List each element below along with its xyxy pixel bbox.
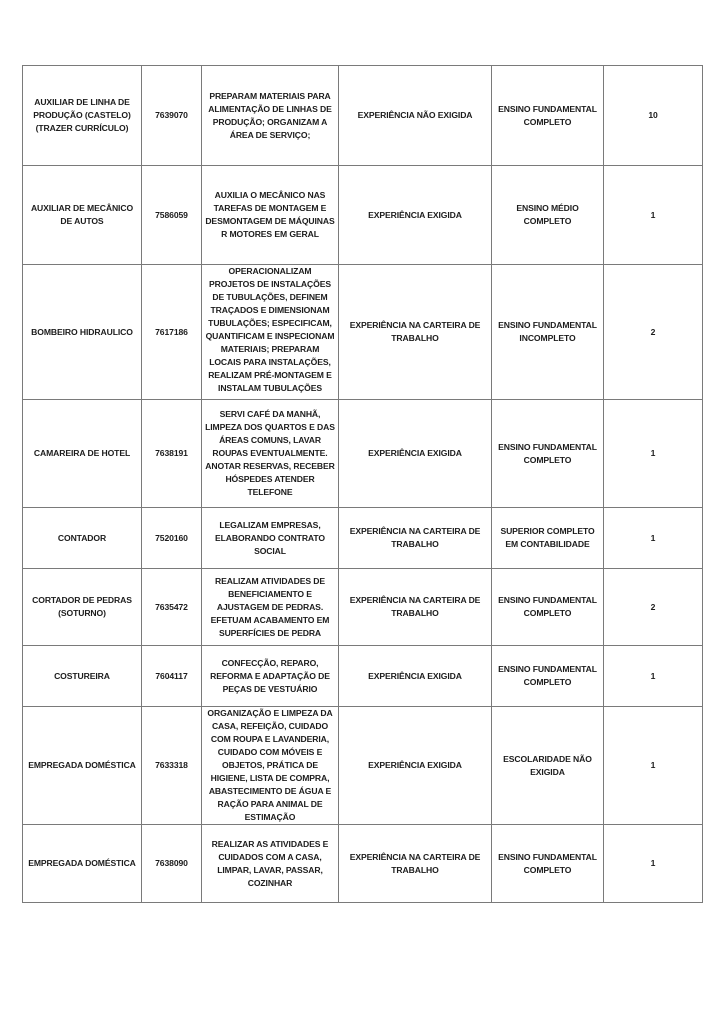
table-row <box>23 265 703 400</box>
education-cell: ENSINO FUNDAMENTAL COMPLETO <box>492 569 604 646</box>
vacancies-cell: 1 <box>604 166 703 265</box>
experience-cell: EXPERIÊNCIA NA CARTEIRA DE TRABALHO <box>339 508 492 569</box>
description-cell: CONFECÇÃO, REPARO, REFORMA E ADAPTAÇÃO DE PEÇAS DE VESTUÁRIO <box>202 646 339 707</box>
description-cell: PREPARAM MATERIAIS PARA ALIMENTAÇÃO DE LINHAS DE PRODUÇÃO; ORGANIZAM A ÁREA DE SERVIÇO; <box>202 66 339 166</box>
vacancies-cell: 1 <box>604 508 703 569</box>
education-cell: ESCOLARIDADE NÃO EXIGIDA <box>492 707 604 825</box>
experience-cell: EXPERIÊNCIA EXIGIDA <box>339 166 492 265</box>
description-cell: SERVI CAFÉ DA MANHÃ, LIMPEZA DOS QUARTOS E DAS ÁREAS COMUNS, LAVAR ROUPAS EVENTUALMENTE. ANOTAR RESERVAS, RECEBER HÓSPEDES ATENDER TELEFONE <box>202 400 339 508</box>
table-row <box>23 508 703 569</box>
occupation-cell: EMPREGADA DOMÉSTICA <box>23 825 142 903</box>
occupation-cell: BOMBEIRO HIDRAULICO <box>23 265 142 400</box>
job-vacancies-table <box>22 65 703 903</box>
occupation-cell: AUXILIAR DE LINHA DE PRODUÇÃO (CASTELO) (TRAZER CURRÍCULO) <box>23 66 142 166</box>
table-row <box>23 166 703 265</box>
occupation-cell: EMPREGADA DOMÉSTICA <box>23 707 142 825</box>
occupation-cell: COSTUREIRA <box>23 646 142 707</box>
code-cell: 7604117 <box>142 646 202 707</box>
education-cell: SUPERIOR COMPLETO EM CONTABILIDADE <box>492 508 604 569</box>
vacancies-cell: 2 <box>604 265 703 400</box>
vacancies-cell: 2 <box>604 569 703 646</box>
education-cell: ENSINO FUNDAMENTAL COMPLETO <box>492 825 604 903</box>
vacancies-cell: 1 <box>604 825 703 903</box>
experience-cell: EXPERIÊNCIA EXIGIDA <box>339 400 492 508</box>
code-cell: 7635472 <box>142 569 202 646</box>
description-cell: ORGANIZAÇÃO E LIMPEZA DA CASA, REFEIÇÃO, CUIDADO COM ROUPA E LAVANDERIA, CUIDADO COM MÓVEIS E OBJETOS, PRÁTICA DE HIGIENE, LISTA DE COMPRA, ABASTECIMENTO DE ÁGUA E RAÇÃO PARA ANIMAL DE ESTIMAÇÃO <box>202 707 339 825</box>
experience-cell: EXPERIÊNCIA NA CARTEIRA DE TRABALHO <box>339 265 492 400</box>
vacancies-cell: 10 <box>604 66 703 166</box>
code-cell: 7639070 <box>142 66 202 166</box>
occupation-cell: CONTADOR <box>23 508 142 569</box>
description-cell: LEGALIZAM EMPRESAS, ELABORANDO CONTRATO SOCIAL <box>202 508 339 569</box>
code-cell: 7520160 <box>142 508 202 569</box>
code-cell: 7617186 <box>142 265 202 400</box>
code-cell: 7586059 <box>142 166 202 265</box>
experience-cell: EXPERIÊNCIA NA CARTEIRA DE TRABALHO <box>339 825 492 903</box>
description-cell: AUXILIA O MECÂNICO NAS TAREFAS DE MONTAGEM E DESMONTAGEM DE MÁQUINAS R MOTORES EM GERAL <box>202 166 339 265</box>
education-cell: ENSINO FUNDAMENTAL COMPLETO <box>492 66 604 166</box>
occupation-cell: AUXILIAR DE MECÂNICO DE AUTOS <box>23 166 142 265</box>
experience-cell: EXPERIÊNCIA EXIGIDA <box>339 646 492 707</box>
table-row <box>23 825 703 903</box>
occupation-cell: CAMAREIRA DE HOTEL <box>23 400 142 508</box>
description-cell <box>202 265 339 400</box>
vacancies-cell: 1 <box>604 400 703 508</box>
code-cell: 7638191 <box>142 400 202 508</box>
education-cell: ENSINO MÉDIO COMPLETO <box>492 166 604 265</box>
experience-cell: EXPERIÊNCIA NÃO EXIGIDA <box>339 66 492 166</box>
education-cell: ENSINO FUNDAMENTAL INCOMPLETO <box>492 265 604 400</box>
vacancies-cell: 1 <box>604 646 703 707</box>
description-cell: REALIZAM ATIVIDADES DE BENEFICIAMENTO E AJUSTAGEM DE PEDRAS. EFETUAM ACABAMENTO EM SUPERFÍCIES DE PEDRA <box>202 569 339 646</box>
table-row <box>23 66 703 166</box>
description-text: OPERACIONALIZAM PROJETOS DE INSTALAÇÕES DE TUBULAÇÕES, DEFINEM TRAÇADOS E DIMENSIONAM TUBULAÇÕES; ESPECIFICAM, QUANTIFICAM E INSPECIONAM MATERIAIS; PREPARAM LOCAIS PARA INSTALAÇÕES, REALIZAM PRÉ-MONTAGEM E INSTALAM TUBULAÇÕES <box>205 266 335 393</box>
experience-cell: EXPERIÊNCIA EXIGIDA <box>339 707 492 825</box>
experience-cell: EXPERIÊNCIA NA CARTEIRA DE TRABALHO <box>339 569 492 646</box>
code-cell: 7638090 <box>142 825 202 903</box>
education-cell: ENSINO FUNDAMENTAL COMPLETO <box>492 400 604 508</box>
education-cell: ENSINO FUNDAMENTAL COMPLETO <box>492 646 604 707</box>
table-row <box>23 707 703 825</box>
table-row <box>23 569 703 646</box>
occupation-cell: CORTADOR DE PEDRAS (SOTURNO) <box>23 569 142 646</box>
table-row <box>23 400 703 508</box>
description-cell: REALIZAR AS ATIVIDADES E CUIDADOS COM A CASA, LIMPAR, LAVAR, PASSAR, COZINHAR <box>202 825 339 903</box>
table-row <box>23 646 703 707</box>
vacancies-cell: 1 <box>604 707 703 825</box>
code-cell: 7633318 <box>142 707 202 825</box>
